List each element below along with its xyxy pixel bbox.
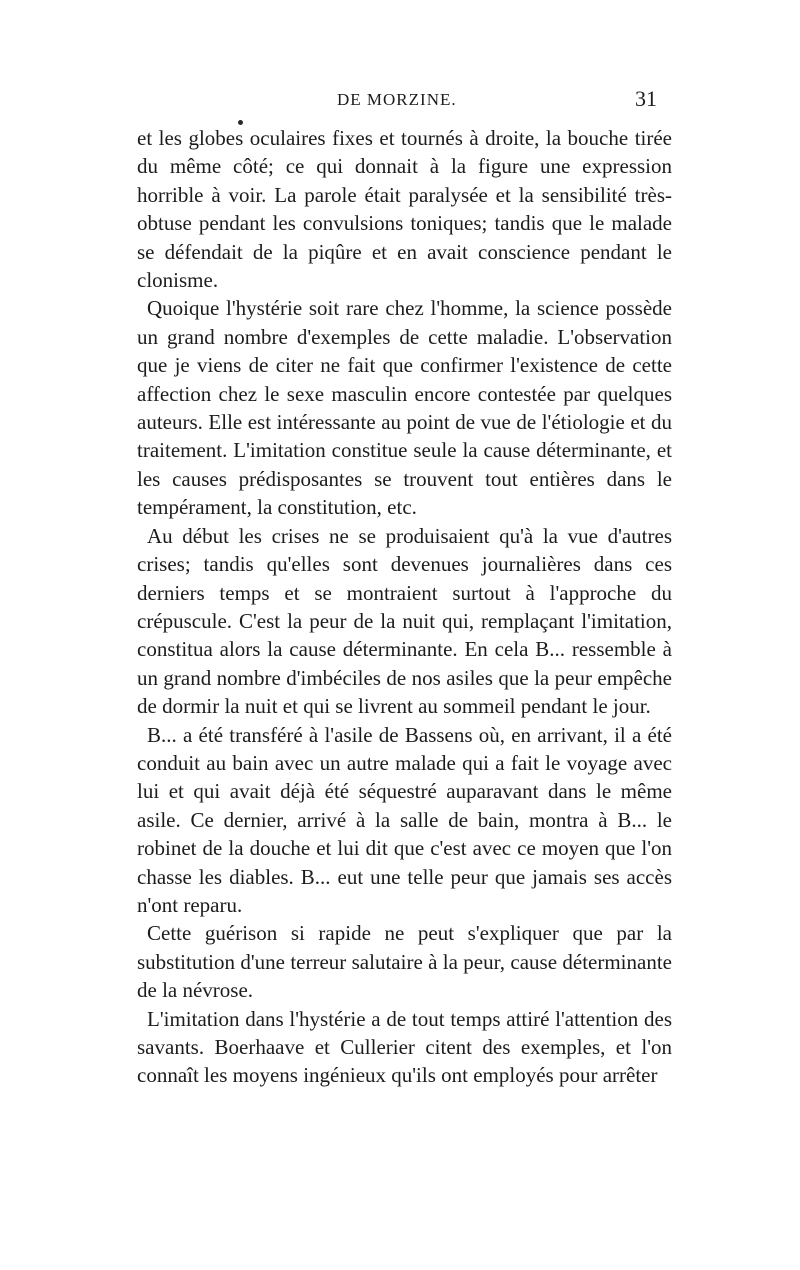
paragraph-cure-explanation: Cette guérison si rapide ne peut s'expliquer que par la substitution d'une terreur salutaire à la peur, cause déterminante de la névrose. <box>137 921 672 1003</box>
paragraph-imitation-history: L'imitation dans l'hystérie a de tout temps attiré l'attention des savants. Boerhaave et Cullerier citent des exemples, et l'on connaît les moyens ingénieux qu'ils ont employés pour arrêter <box>137 1006 672 1088</box>
running-header <box>137 86 657 116</box>
paragraph-crises-onset: Au début les crises ne se produisaient qu'à la vue d'autres crises; tandis qu'elles sont devenues journalières dans ces derniers temps et se montraient surtout à l'approche du crépuscule. C'est la peur de la nuit qui, remplaçant l'imitation, constitua alors la cause déterminante. En cela B... ressemble à un grand nombre d'imbéciles de nos asiles que la peur empêche de dormir la nuit et qui se livrent au sommeil pendant le jour. <box>137 523 672 719</box>
paragraph-continuation: et les globes oculaires fixes et tournés à droite, la bouche tirée du même côté; ce qui donnait à la figure une expression horrible à voir. La parole était paralysée et la sensibilité très-obtuse pendant les convulsions toniques; tandis que le malade se défendait de la piqûre et en avait conscience pendant le clonisme. <box>137 126 672 293</box>
page-number: 31 <box>635 86 657 111</box>
paragraph-hysteria-in-men: Quoique l'hystérie soit rare chez l'homme, la science possède un grand nombre d'exemples de cette maladie. L'observation que je viens de citer ne fait que confirmer l'existence de cette affection chez le sexe masculin encore contestée par quelques auteurs. Elle est intéressante au point de vue de l'étiologie et du traitement. L'imitation constitue seule la cause déterminante, et les causes prédisposantes se trouvent tout entières dans le tempérament, la constitution, etc. <box>137 296 672 520</box>
paragraph-transfer-bassens: B... a été transféré à l'asile de Bassens où, en arrivant, il a été conduit au bain avec un autre malade qui a fait le voyage avec lui et qui avait déjà été séquestré auparavant dans le même asile. Ce dernier, arrivé à la salle de bain, montra à B... le robinet de la douche et lui dit que c'est avec ce moyen que l'on chasse les diables. B... eut une telle peur que jamais ses accès n'ont reparu. <box>137 722 672 917</box>
body-text <box>137 124 672 1090</box>
running-title: DE MORZINE. <box>337 90 457 109</box>
